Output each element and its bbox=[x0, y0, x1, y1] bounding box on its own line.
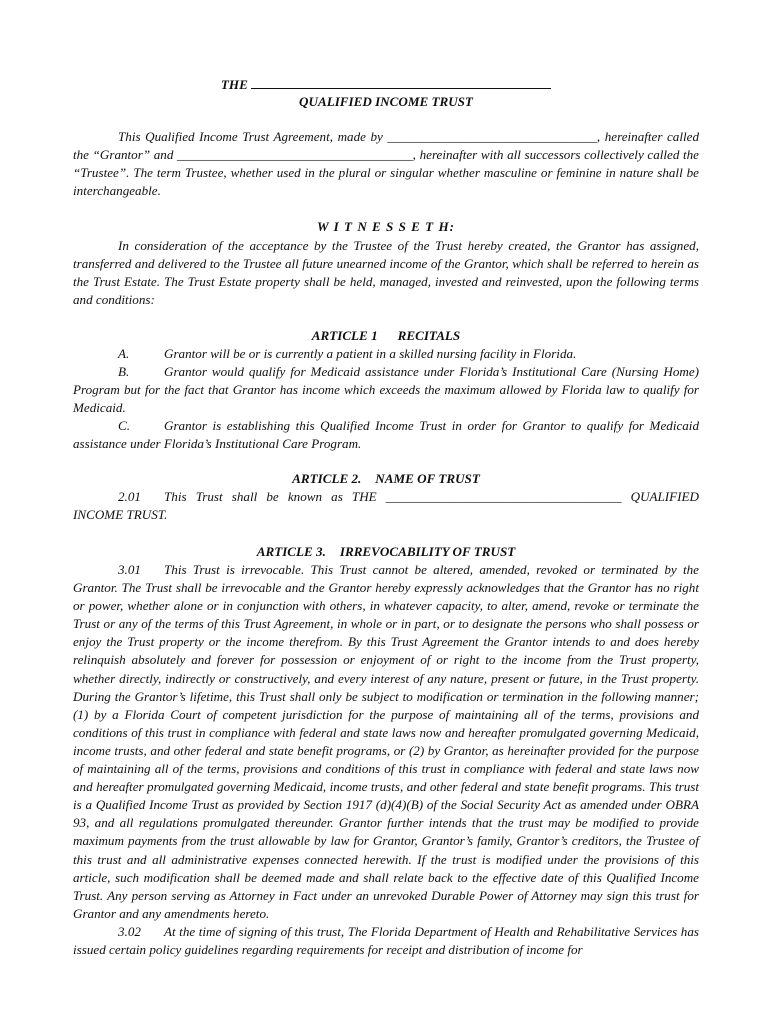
clause-number: 2.01 bbox=[118, 489, 141, 504]
article-2-title: NAME OF TRUST bbox=[375, 471, 480, 486]
clause-number: 3.01 bbox=[118, 562, 141, 577]
recital-label: A. bbox=[118, 346, 130, 361]
clause-text: This Trust shall be known as THE ____________________________________ QUALIFIED INCOME TRUST. bbox=[73, 489, 699, 523]
recital-text: Grantor would qualify for Medicaid assistance under Florida’s Institutional Care (Nursing Home) Program but for the fact that Grantor has income which exceeds the maximum allowed by Florida law to qualify for Medicaid. bbox=[73, 364, 699, 416]
clause bbox=[73, 923, 699, 959]
recital-text: Grantor will be or is currently a patient in a skilled nursing facility in Florida. bbox=[164, 346, 577, 361]
trust-name-blank[interactable] bbox=[251, 75, 551, 89]
recital-item bbox=[73, 417, 699, 453]
clause-text: This Trust is irrevocable. This Trust cannot be altered, amended, revoked or terminated by the Grantor. The Trust shall be irrevocable and the Grantor hereby expressly acknowledges that the Grantor has no right or power, whether alone or in conjunction with others, in whatever capacity, to alter, amend, revoke or terminate the Trust or any of the terms of this Trust Agreement, in whole or in part, or to designate the persons who shall possess or enjoy the Trust property or the income therefrom. By this Trust Agreement the Grantor intends to and does hereby relinquish absolutely and forever for possession or enjoyment of or right to the income from the Trust property, whether directly, indirectly or constructively, and every interest of any nature, present or future, in the Trust property. During the Grantor’s lifetime, this Trust shall only be subject to modification or termination in the following manner; (1) by a Florida Court of competent jurisdiction for the purpose of maintaining all of the terms, provisions and conditions of this trust in compliance with federal and state laws now and hereafter promulgated governing Medicaid, income trusts, and other federal and state benefit programs, or (2) by Grantor, as hereinafter provided for the purpose of maintaining all of the terms, provisions and conditions of this trust in compliance with federal and state laws now and hereafter promulgated governing Medicaid, income trusts, and other federal and state benefit programs. This trust is a Qualified Income Trust as provided by Section 1917 (d)(4)(B) of the Social Security Act as amended under OBRA 93, and all regulations promulgated thereunder. Grantor further intends that the trust may be modified to provide maximum payments from the trust allowable by law for Grantor, Grantor’s family, Grantor’s creditors, the Trustee of this trust and all administrative expenses connected herewith. If the trust is modified under the provisions of this article, such modification shall be deemed made and shall relate back to the effective date of this Qualified Income Trust. Any person serving as Attorney in Fact under an unrevoked Durable Power of Attorney may sign this trust for Grantor and any amendments hereto. bbox=[73, 562, 699, 921]
intro-paragraph: This Qualified Income Trust Agreement, made by ________________________________, hereinafter called the “Grantor” and ____________________________________, hereinafter with all successors collectively called the “Trustee”. The term Trustee, whether used in the plural or singular whether masculine or feminine in nature shall be interchangeable. bbox=[73, 129, 699, 199]
article-2-body bbox=[73, 488, 699, 524]
recital-item bbox=[73, 363, 699, 417]
witnesseth-heading: W I T N E S S E T H: bbox=[317, 219, 455, 234]
witnesseth-paragraph: In consideration of the acceptance by the Trustee of the Trust hereby created, the Grantor has assigned, transferred and delivered to the Trustee all future unearned income of the Grantor, which shall be referred to herein as the Trust Estate. The Trust Estate property shall be held, managed, invested and reinvested, upon the following terms and conditions: bbox=[73, 238, 699, 308]
article-1-heading bbox=[73, 327, 699, 345]
recital-label: B. bbox=[118, 364, 130, 380]
article-1-title: RECITALS bbox=[397, 328, 461, 343]
recital-item bbox=[73, 345, 699, 363]
recital-text: Grantor is establishing this Qualified Income Trust in order for Grantor to qualify for Medicaid assistance under Florida’s Institutional Care Program. bbox=[73, 418, 699, 452]
article-1-number: ARTICLE 1 bbox=[311, 328, 378, 343]
document-title bbox=[73, 75, 699, 94]
article-1-body bbox=[73, 345, 699, 454]
article-3-number: ARTICLE 3. bbox=[256, 544, 326, 559]
article-3-heading bbox=[73, 543, 699, 561]
article-3-title: IRREVOCABILITY OF TRUST bbox=[339, 544, 516, 559]
clause bbox=[73, 561, 699, 923]
article-2-number: ARTICLE 2. bbox=[292, 471, 362, 486]
article-3-body bbox=[73, 561, 699, 959]
title-prefix: THE bbox=[220, 77, 248, 92]
recital-label: C. bbox=[118, 418, 131, 434]
clause-text: At the time of signing of this trust, The Florida Department of Health and Rehabilitative Services has issued certain policy guidelines regarding requirements for receipt and distribution of income for bbox=[73, 923, 699, 957]
document-subtitle: QUALIFIED INCOME TRUST bbox=[299, 94, 473, 109]
clause-number: 3.02 bbox=[118, 923, 141, 939]
article-2-heading bbox=[73, 470, 699, 488]
